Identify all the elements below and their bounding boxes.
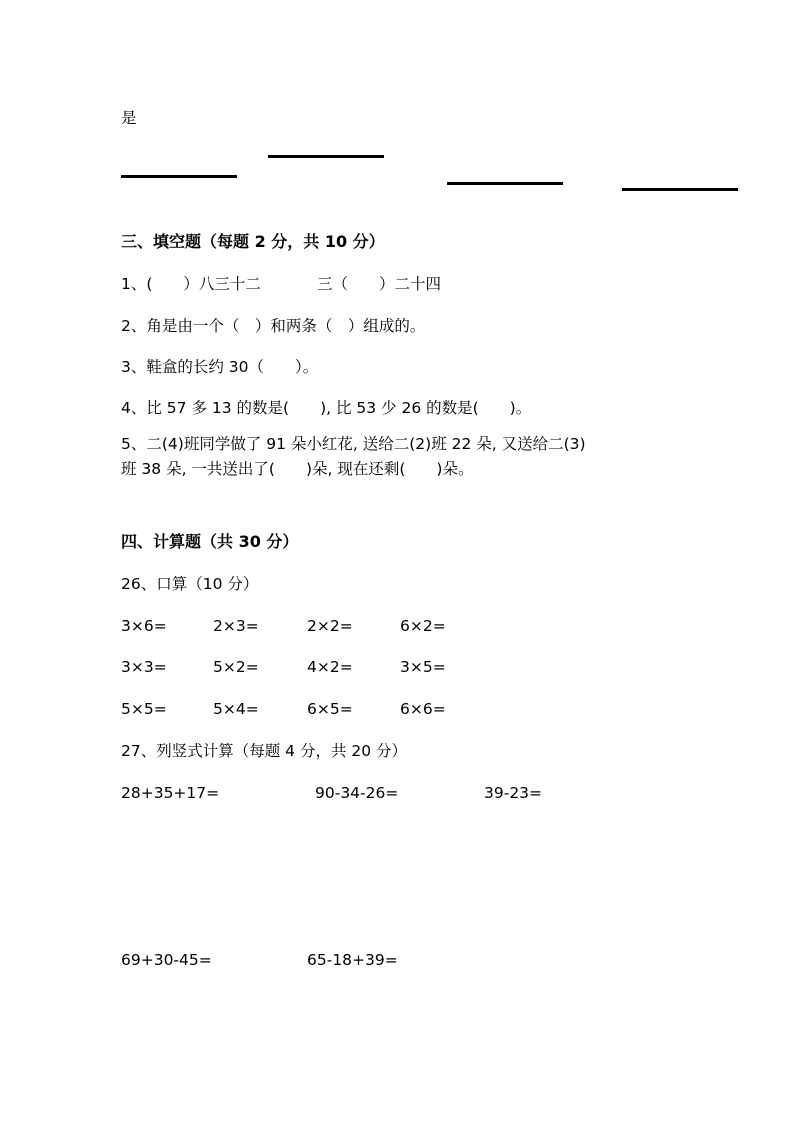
oral-item: 2×2= <box>307 617 353 635</box>
oral-item: 4×2= <box>307 658 353 676</box>
question-5-line-1: 5、二(4)班同学做了 91 朵小红花, 送给二(2)班 22 朵, 又送给二(3) <box>121 435 586 453</box>
oral-item: 3×3= <box>121 658 167 676</box>
oral-item: 5×2= <box>213 658 259 676</box>
oral-item: 5×5= <box>121 700 167 718</box>
answer-line <box>447 182 563 185</box>
oral-item: 5×4= <box>213 700 259 718</box>
section-4-heading: 四、计算题（共 30 分） <box>121 532 299 551</box>
oral-item: 6×5= <box>307 700 353 718</box>
oral-calc-title: 26、口算（10 分） <box>121 575 259 593</box>
question-1-part-1: 1、( ）八三十二 <box>121 275 261 293</box>
question-4: 4、比 57 多 13 的数是( ), 比 53 少 26 的数是( )。 <box>121 399 532 417</box>
vertical-calc-title: 27、列竖式计算（每题 4 分，共 20 分） <box>121 742 408 760</box>
vertical-calc-item: 28+35+17= <box>121 784 220 802</box>
question-1-part-2: 三（ ）二十四 <box>317 275 442 293</box>
oral-item: 6×6= <box>400 700 446 718</box>
oral-item: 2×3= <box>213 617 259 635</box>
question-2: 2、角是由一个（ ）和两条（ ）组成的。 <box>121 317 426 335</box>
section-3-heading: 三、填空题（每题 2 分，共 10 分） <box>121 232 385 251</box>
oral-item: 3×5= <box>400 658 446 676</box>
question-5-line-2: 班 38 朵, 一共送出了( )朵, 现在还剩( )朵。 <box>121 460 474 478</box>
oral-item: 6×2= <box>400 617 446 635</box>
answer-line <box>268 155 384 158</box>
answer-line <box>121 175 237 178</box>
vertical-calc-item: 39-23= <box>484 784 543 802</box>
vertical-calc-item: 65-18+39= <box>307 951 398 969</box>
oral-item: 3×6= <box>121 617 167 635</box>
vertical-calc-item: 90-34-26= <box>315 784 399 802</box>
vertical-calc-item: 69+30-45= <box>121 951 212 969</box>
leading-text: 是 <box>121 109 137 127</box>
question-3: 3、鞋盒的长约 30（ ）。 <box>121 358 319 376</box>
answer-line <box>622 188 738 191</box>
